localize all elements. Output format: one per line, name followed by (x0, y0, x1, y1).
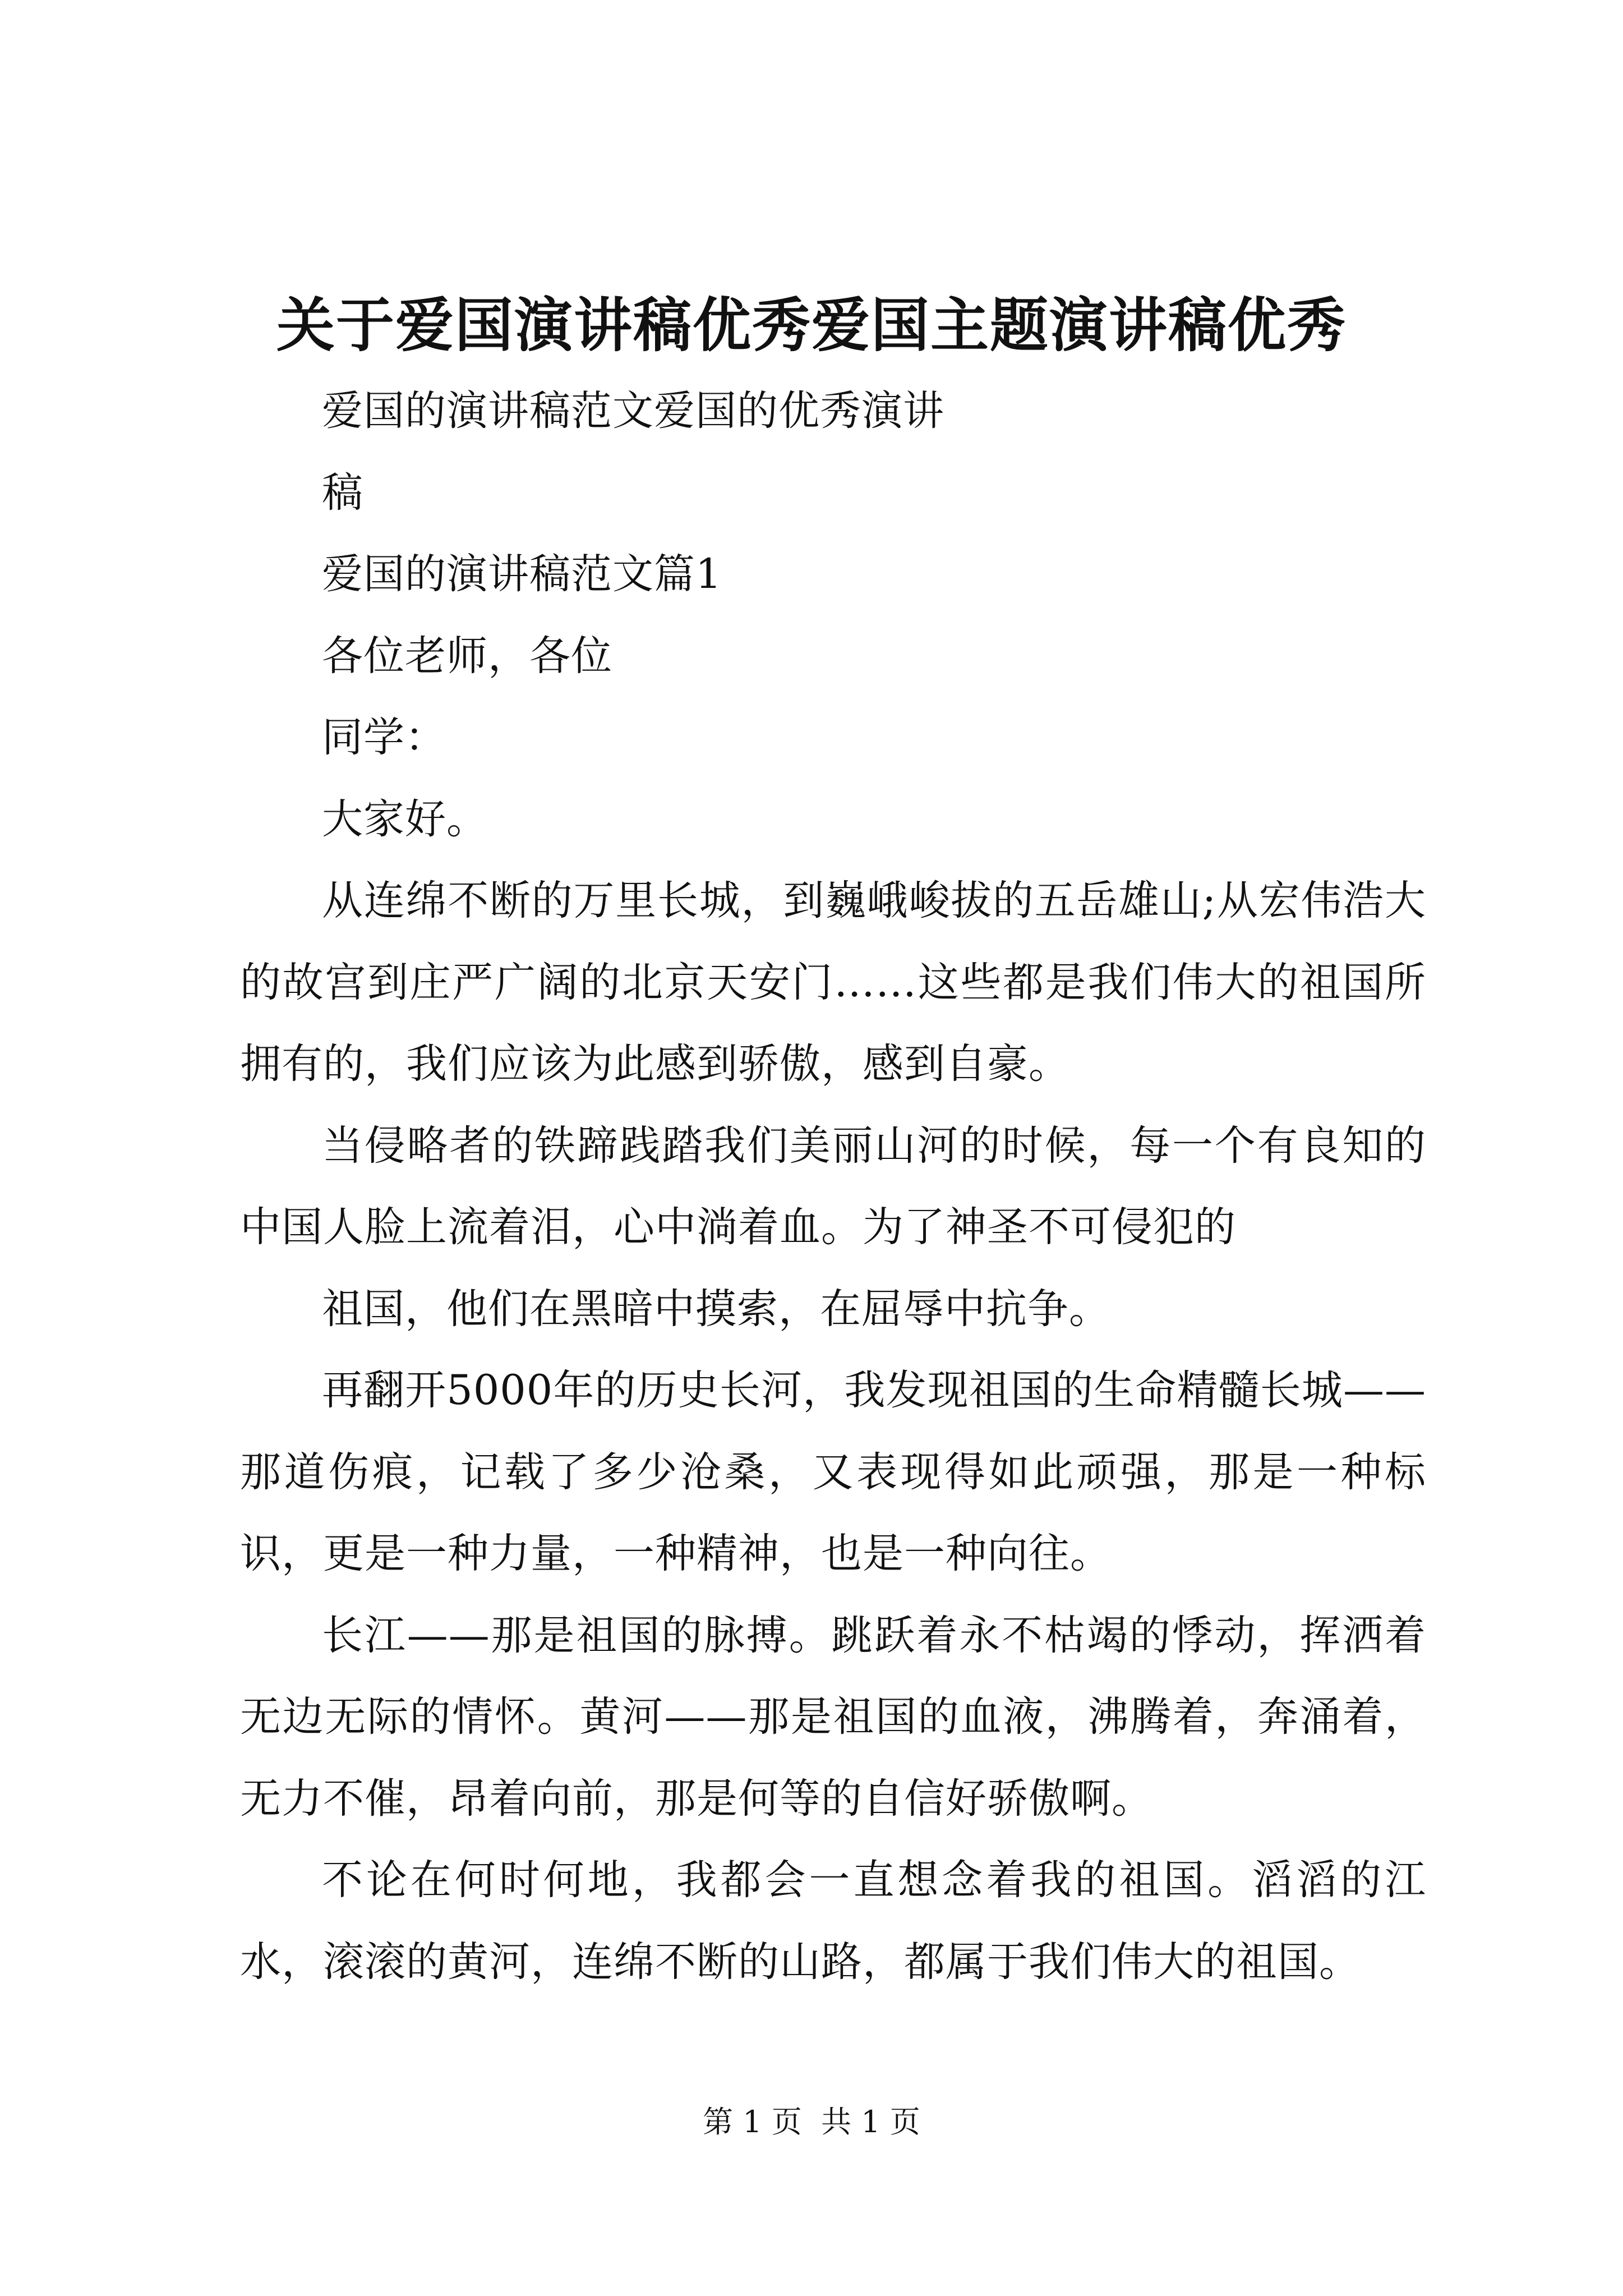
page-footer: 第 1 页 共 1 页 (703, 2104, 920, 2139)
paragraph: 再翻开5000年的历史长河，我发现祖国的生命精髓长城——那道伤痕，记载了多少沧桑，又表现得如此顽强，那是一种标识，更是一种力量，一种精神，也是一种向往。 (240, 1366, 1426, 1577)
body-line: 爱国的演讲稿范文爱国的优秀演讲 (322, 387, 944, 435)
paragraph: 长江——那是祖国的脉搏。跳跃着永不枯竭的悸动，挥洒着无边无际的情怀。黄河——那是祖国的血液，沸腾着，奔涌着，无力不催，昂着向前，那是何等的自信好骄傲啊。 (240, 1611, 1426, 1823)
body-line: 各位老师，各位 (322, 632, 612, 680)
document-title: 关于爱国演讲稿优秀爱国主题演讲稿优秀 (276, 291, 1347, 360)
body-line: 稿 (322, 468, 363, 517)
body-line: 同学： (322, 714, 446, 761)
paragraph: 当侵略者的铁蹄践踏我们美丽山河的时候，每一个有良知的中国人脸上流着泪，心中淌着血。为了神圣不可侵犯的 (240, 1121, 1426, 1251)
section-heading: 爱国的演讲稿范文篇1 (322, 550, 722, 598)
document-body (240, 370, 1426, 2003)
paragraph: 从连绵不断的万里长城，到巍峨峻拔的五岳雄山;从宏伟浩大的故宫到庄严广阔的北京天安门……这些都是我们伟大的祖国所拥有的，我们应该为此感到骄傲，感到自豪。 (240, 877, 1426, 1088)
greeting-line: 大家好。 (322, 795, 488, 843)
paragraph: 不论在何时何地，我都会一直想念着我的祖国。滔滔的江水，滚滚的黄河，连绵不断的山路，都属于我们伟大的祖国。 (240, 1856, 1426, 1986)
paragraph-continuation: 祖国，他们在黑暗中摸索，在屈辱中抗争。 (322, 1285, 1110, 1333)
